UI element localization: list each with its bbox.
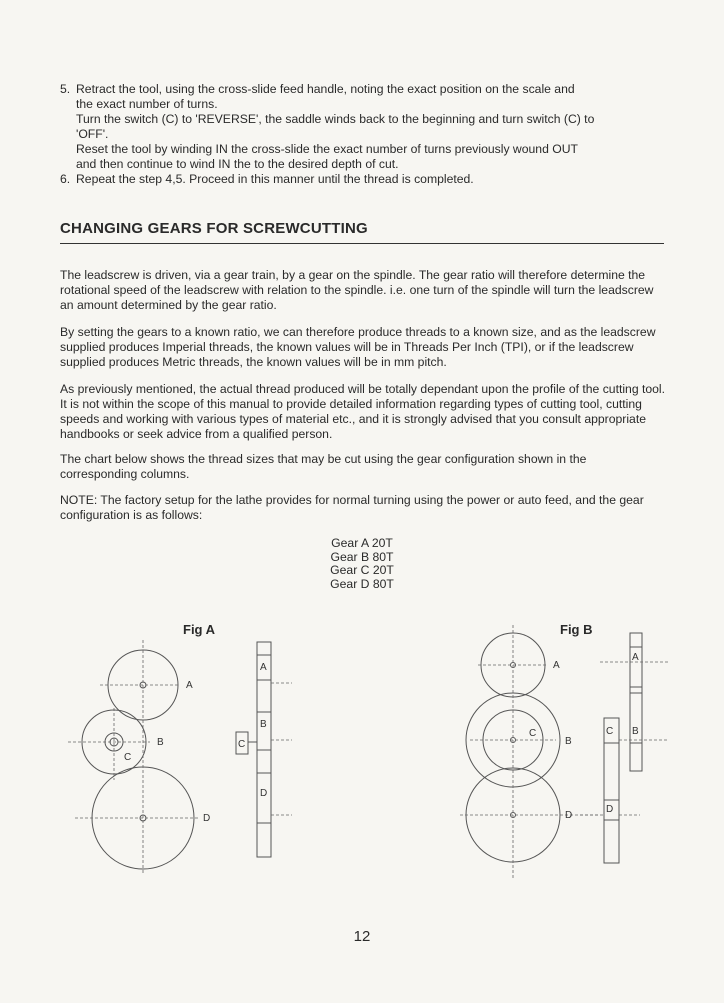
fig-a-title: Fig A: [183, 622, 216, 637]
fig-b-side-label-b: B: [632, 726, 639, 737]
paragraph-chart: The chart below shows the thread sizes that may be cut using the gear configuration shown in the corresponding columns.: [60, 452, 587, 481]
step-line: the exact number of turns.: [76, 97, 218, 111]
fig-b-side-label-a: A: [632, 652, 639, 663]
step-line: 'OFF'.: [76, 127, 109, 141]
fig-a-side-label-c: C: [238, 739, 246, 750]
paragraph-cutting-tool: As previously mentioned, the actual thread produced will be totally dependant upon the profile of the cutting tool. It is not within the scope of this manual to provide detailed information regarding types of cutting tool, cutting speeds and working with various types of material etc., and it is strongly advised that you consult appropriate handbooks or seek advice from a qualified person.: [60, 382, 666, 441]
fig-a-side-label-a: A: [260, 662, 267, 673]
step-number: 6.: [60, 172, 71, 186]
step-line: Reset the tool by winding IN the cross-slide the exact number of turns previously wound OUT: [76, 142, 578, 156]
fig-b-side-label-d: D: [606, 804, 614, 815]
gear-config-item: Gear C 20T: [330, 563, 394, 577]
fig-b-label-d: D: [565, 810, 573, 821]
fig-a-side-label-d: D: [260, 788, 268, 799]
fig-a-label-d: D: [203, 813, 211, 824]
paragraph-leadscrew: The leadscrew is driven, via a gear train, by a gear on the spindle. The gear ratio will therefore determine the rotational speed of the leadscrew with relation to the spindle. i.e. one turn of the spindle will turn the leadscrew an amount determined by the gear ratio.: [60, 268, 654, 312]
gear-config-item: Gear B 80T: [330, 549, 394, 564]
page-number: 12: [353, 928, 371, 945]
gear-config-item: Gear D 80T: [330, 576, 394, 591]
fig-b-side-label-c: C: [606, 726, 614, 737]
step-line: Retract the tool, using the cross-slide feed handle, noting the exact position on the scale and: [76, 82, 575, 96]
fig-b-label-b: B: [565, 736, 572, 747]
fig-b-label-c: C: [529, 728, 537, 739]
step-line: and then continue to wind IN the to the desired depth of cut.: [76, 157, 399, 171]
fig-b-label-a: A: [553, 660, 560, 671]
step-line: Repeat the step 4,5. Proceed in this manner until the thread is completed.: [76, 172, 474, 186]
step-number: 5.: [60, 82, 71, 96]
fig-a-side-label-b: B: [260, 719, 267, 730]
section-heading: CHANGING GEARS FOR SCREWCUTTING: [60, 220, 664, 244]
gear-config-item: Gear A 20T: [331, 536, 393, 550]
fig-a-label-a: A: [186, 680, 193, 691]
step-line: Turn the switch (C) to 'REVERSE', the saddle winds back to the beginning and turn switch (C) to: [76, 112, 595, 126]
fig-a-label-c: C: [124, 752, 132, 763]
fig-b-title: Fig B: [560, 622, 593, 637]
paragraph-gear-ratio: By setting the gears to a known ratio, we can therefore produce threads to a known size, and as the leadscrew supplied produces Imperial threads, the known values will be in Threads Per Inch (TPI), or if the leadscrew supplied produces Metric threads, the known values will be in mm pitch.: [60, 325, 656, 369]
paragraph-note: NOTE: The factory setup for the lathe provides for normal turning using the power or auto feed, and the gear configuration is as follows:: [60, 493, 644, 522]
fig-a-label-b: B: [157, 737, 164, 748]
